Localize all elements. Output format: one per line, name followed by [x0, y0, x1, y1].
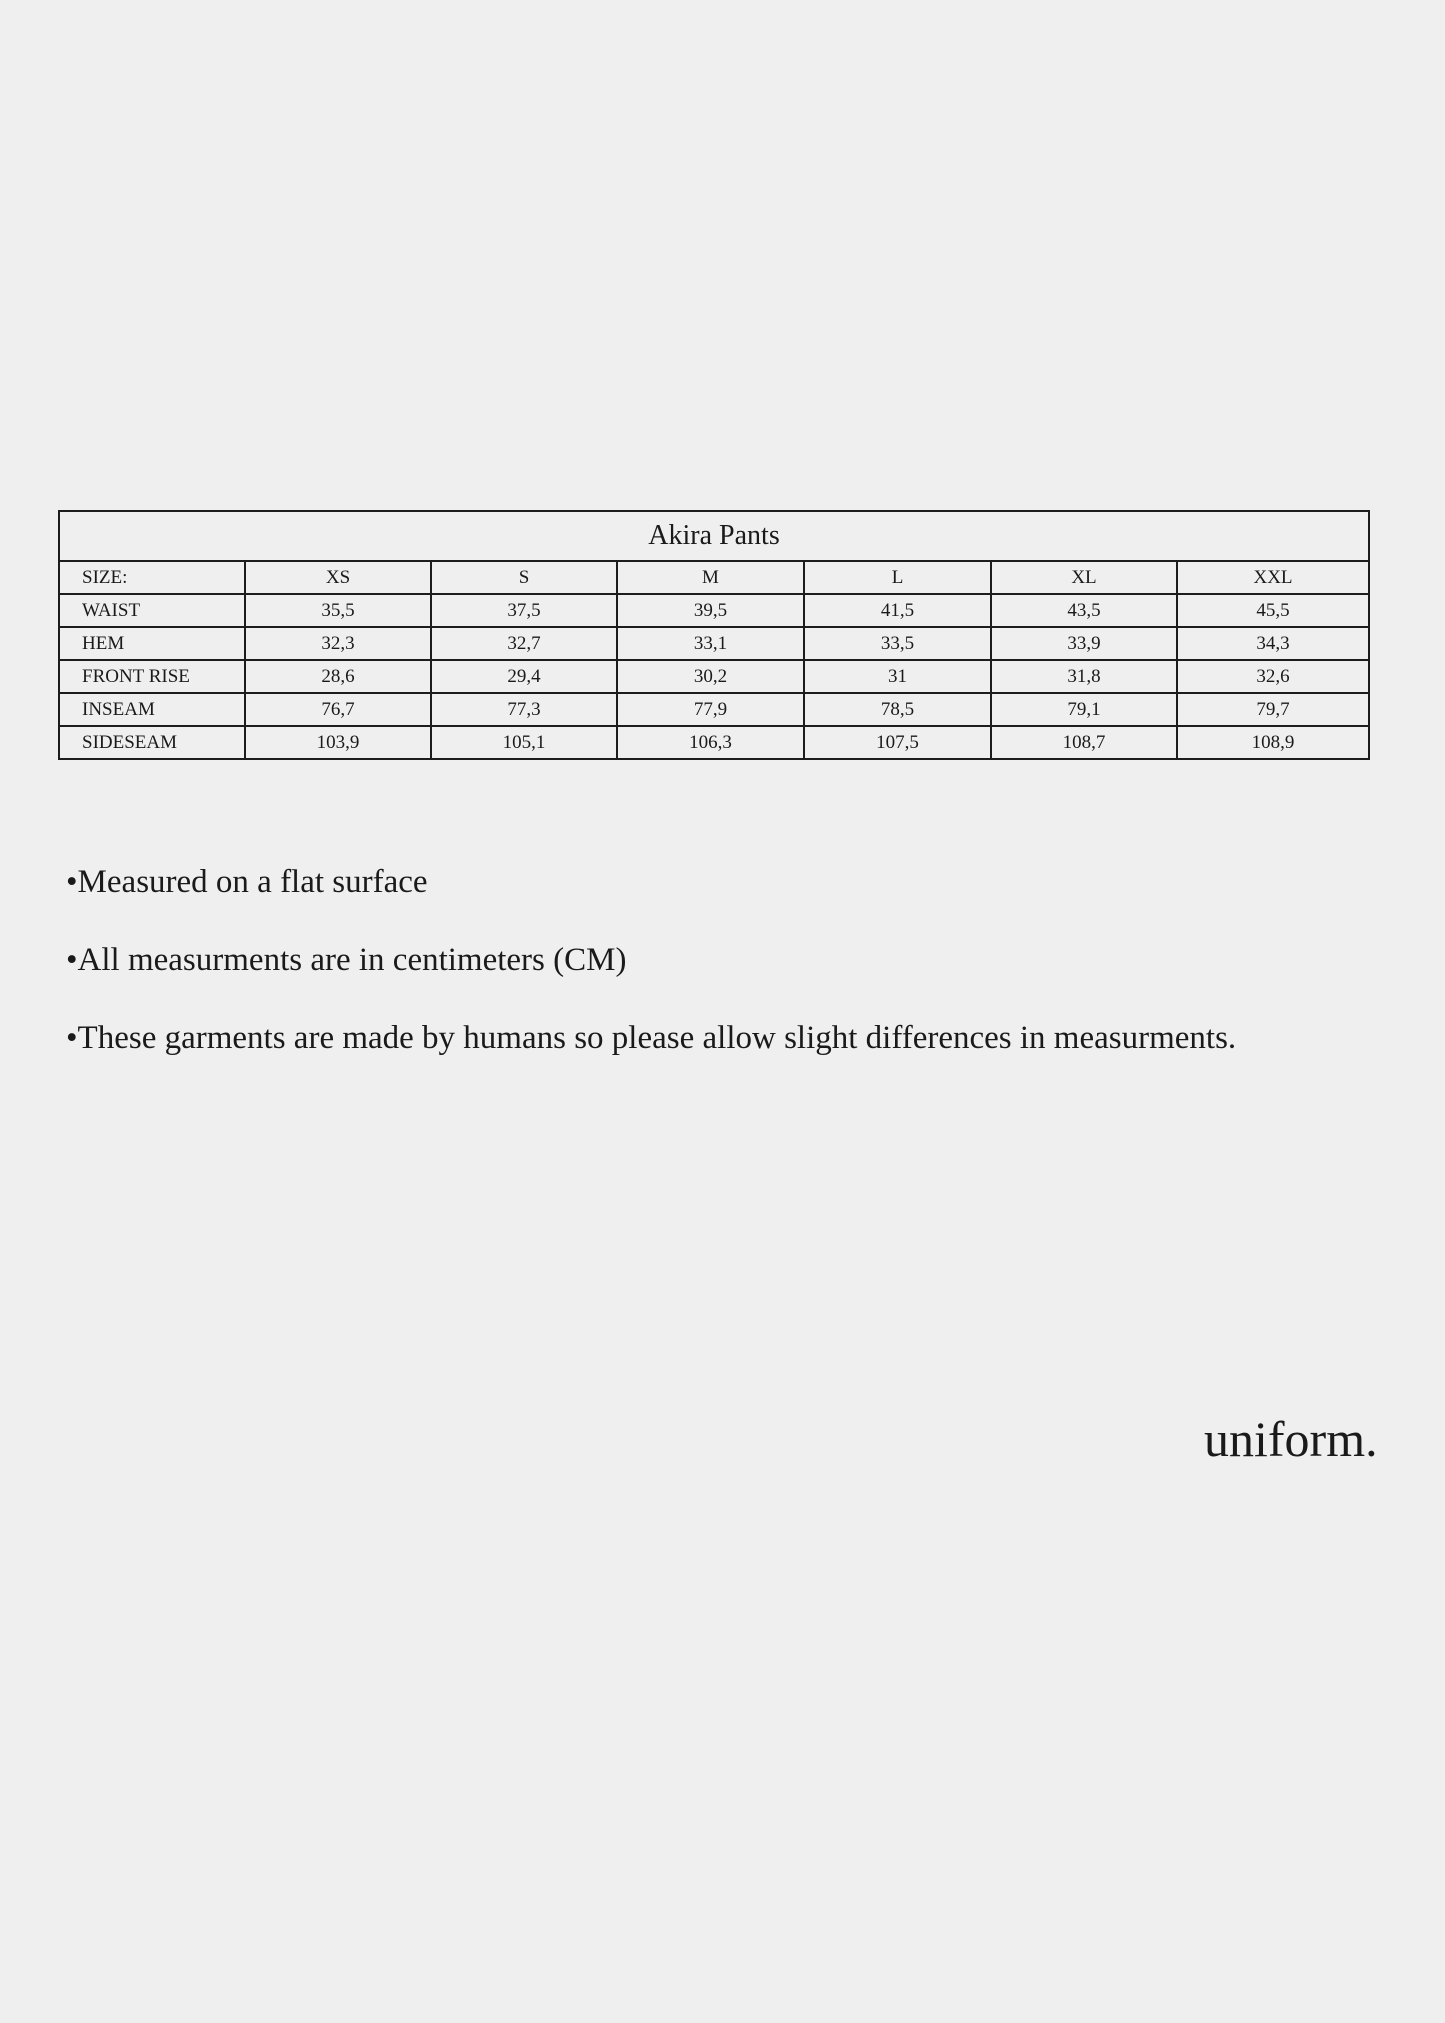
- size-header-cell: XS: [245, 561, 431, 594]
- row-label: HEM: [59, 627, 245, 660]
- table-cell: 31,8: [991, 660, 1177, 693]
- table-cell: 33,1: [617, 627, 804, 660]
- table-cell: 30,2: [617, 660, 804, 693]
- table-cell: 29,4: [431, 660, 617, 693]
- table-cell: 79,7: [1177, 693, 1369, 726]
- table-cell: 28,6: [245, 660, 431, 693]
- size-header-label: SIZE:: [59, 561, 245, 594]
- table-cell: 32,3: [245, 627, 431, 660]
- table-cell: 106,3: [617, 726, 804, 759]
- table-row: [59, 627, 1369, 660]
- table-cell: 77,3: [431, 693, 617, 726]
- table-title-row: [59, 511, 1369, 561]
- row-label: SIDESEAM: [59, 726, 245, 759]
- size-header-cell: L: [804, 561, 991, 594]
- table-cell: 108,7: [991, 726, 1177, 759]
- size-header-cell: M: [617, 561, 804, 594]
- row-label: INSEAM: [59, 693, 245, 726]
- table-cell: 77,9: [617, 693, 804, 726]
- note-handmade: •These garments are made by humans so please allow slight differences in measurments.: [66, 1020, 1237, 1056]
- table-cell: 35,5: [245, 594, 431, 627]
- table-cell: 76,7: [245, 693, 431, 726]
- table-cell: 79,1: [991, 693, 1177, 726]
- table-row: [59, 693, 1369, 726]
- table-cell: 103,9: [245, 726, 431, 759]
- brand-logo-text: uniform.: [1204, 1411, 1378, 1467]
- table-cell: 45,5: [1177, 594, 1369, 627]
- table-row: [59, 594, 1369, 627]
- table-row: [59, 660, 1369, 693]
- table-cell: 39,5: [617, 594, 804, 627]
- size-header-cell: XL: [991, 561, 1177, 594]
- table-cell: 43,5: [991, 594, 1177, 627]
- table-row: [59, 726, 1369, 759]
- table-cell: 78,5: [804, 693, 991, 726]
- note-flat-surface: •Measured on a flat surface: [66, 864, 428, 900]
- table-cell: 41,5: [804, 594, 991, 627]
- table-title: Akira Pants: [59, 511, 1369, 561]
- table-cell: 33,9: [991, 627, 1177, 660]
- table-cell: 31: [804, 660, 991, 693]
- table-cell: 33,5: [804, 627, 991, 660]
- row-label: FRONT RISE: [59, 660, 245, 693]
- table-cell: 105,1: [431, 726, 617, 759]
- note-units: •All measurments are in centimeters (CM): [66, 942, 627, 978]
- table-cell: 108,9: [1177, 726, 1369, 759]
- table-cell: 37,5: [431, 594, 617, 627]
- table-cell: 34,3: [1177, 627, 1369, 660]
- table-cell: 107,5: [804, 726, 991, 759]
- table-cell: 32,7: [431, 627, 617, 660]
- size-header-cell: XXL: [1177, 561, 1369, 594]
- table-cell: 32,6: [1177, 660, 1369, 693]
- row-label: WAIST: [59, 594, 245, 627]
- size-header-cell: S: [431, 561, 617, 594]
- size-header-row: [59, 561, 1369, 594]
- size-chart-table: [58, 510, 1370, 760]
